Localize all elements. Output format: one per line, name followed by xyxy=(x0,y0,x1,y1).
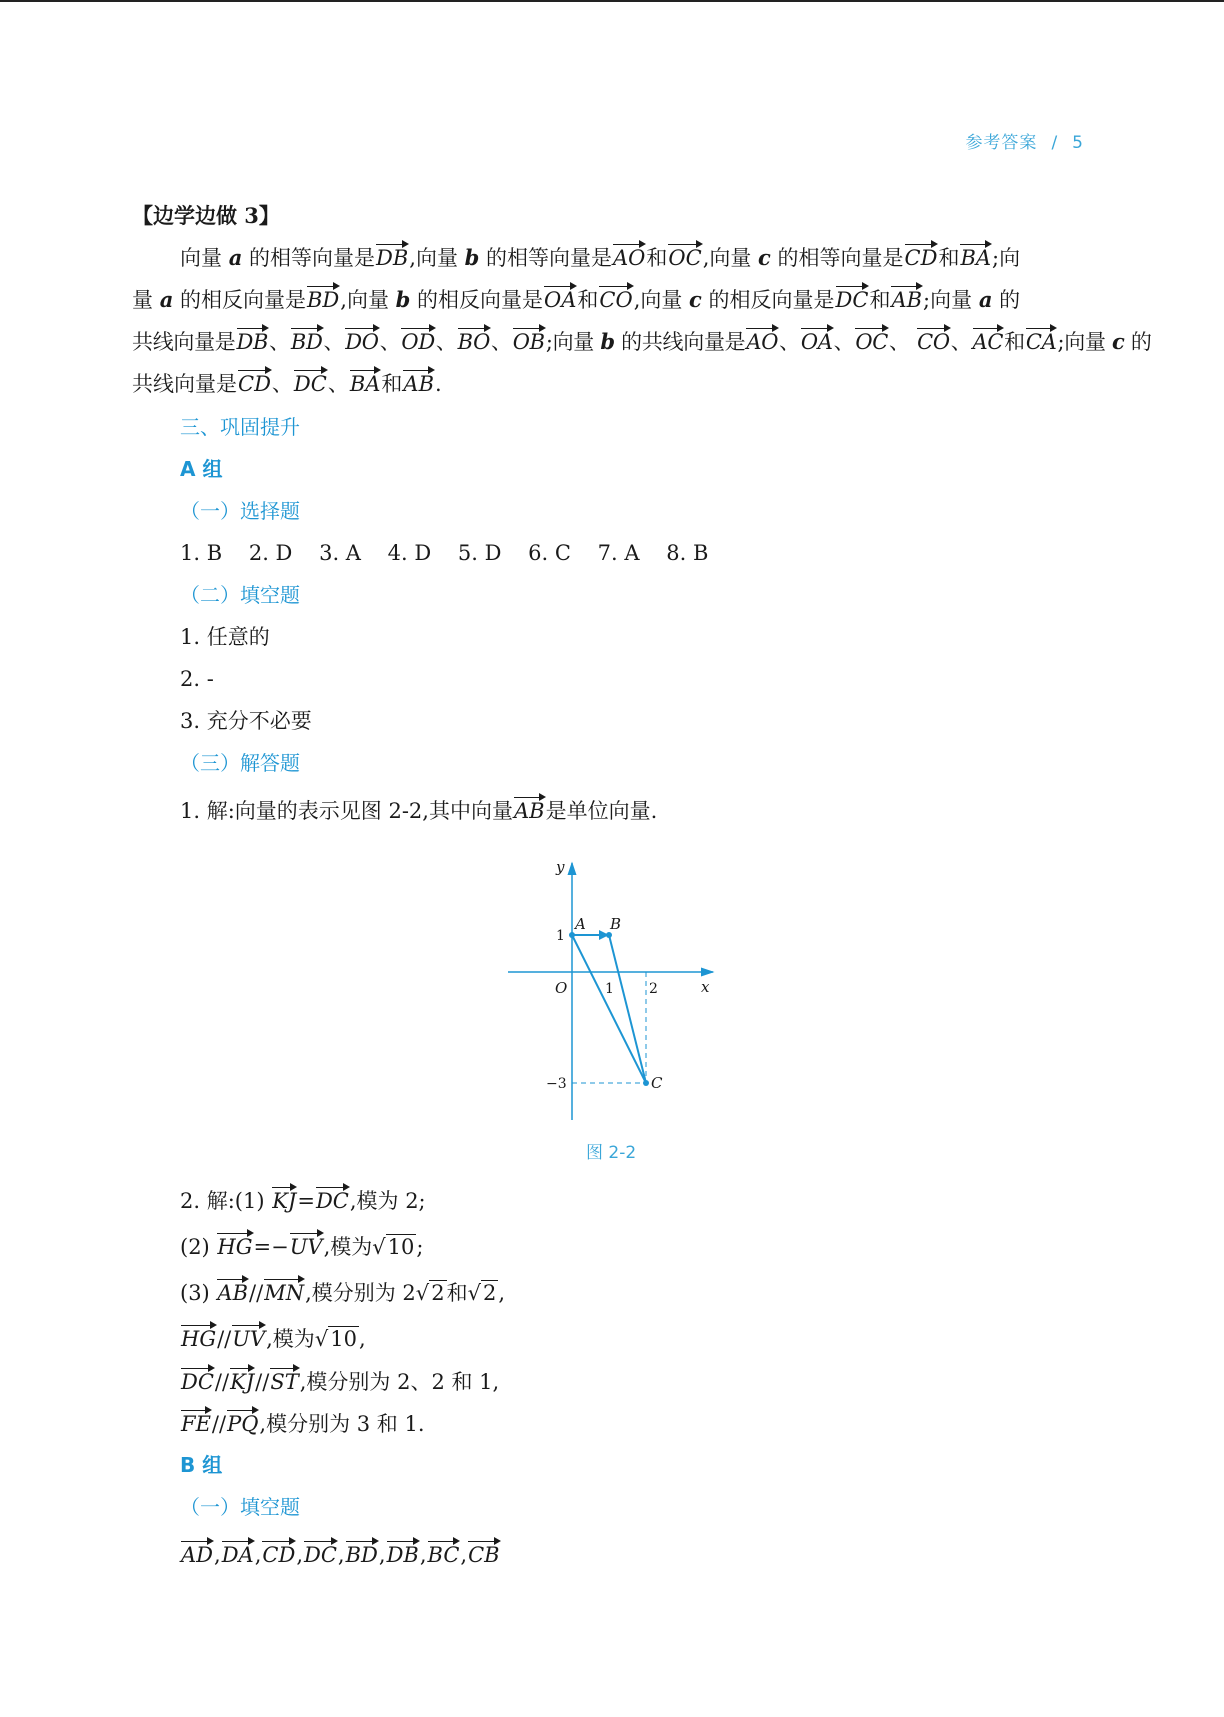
figure-caption: 图 2-2 xyxy=(586,1143,637,1163)
tick-x-2: 2 xyxy=(649,981,658,997)
segment-BC xyxy=(609,935,646,1083)
subsection-solve: （三）解答题 xyxy=(180,751,300,775)
vector: AB xyxy=(890,285,923,315)
vector: DB xyxy=(375,243,409,273)
header-section: 参考答案 xyxy=(965,133,1038,153)
group-b-title: B 组 xyxy=(180,1453,223,1477)
point-C xyxy=(643,1080,649,1086)
tick-y-neg3: −3 xyxy=(546,1076,567,1092)
subsection-choice: （一）选择题 xyxy=(180,499,300,523)
label-x: x xyxy=(701,978,710,996)
running-header xyxy=(965,128,1084,153)
group-a-title: A 组 xyxy=(180,457,223,481)
para1-line4: 共线向量是CD、DC、BA和AB. xyxy=(132,369,442,399)
solve2-line6: FE//PQ,模分别为 3 和 1. xyxy=(180,1409,425,1439)
vector: OC xyxy=(667,243,702,273)
vector: OA xyxy=(543,285,577,315)
figure-2-2 xyxy=(498,855,728,1129)
label-C: C xyxy=(651,1074,663,1092)
fill-answer-3: 3. 充分不必要 xyxy=(180,709,312,733)
section-title-bxbz: 【边学边做 3】 xyxy=(132,203,280,228)
label-y: y xyxy=(556,858,565,876)
choice-answers: 1. B 2. D 3. A 4. D 5. D 6. C 7. A 8. B xyxy=(180,541,709,565)
tick-y-1: 1 xyxy=(556,928,565,944)
solve2-line4: HG//UV,模为√10, xyxy=(180,1324,366,1354)
para1-line1: 向量 a 的相等向量是DB,向量 b 的相等向量是AO和OC,向量 c 的相等向量是CD和BA;向 xyxy=(180,243,1020,273)
vector: BA xyxy=(959,243,992,273)
solve2-line3: (3) AB//MN,模分别为 2√2和√2, xyxy=(180,1278,505,1308)
solve2-line1: 2. 解:(1) KJ=DC,模为 2; xyxy=(180,1186,426,1216)
vector: CD xyxy=(904,243,939,273)
vector: CO xyxy=(598,285,633,315)
segment-AC xyxy=(572,935,646,1083)
header-separator: / xyxy=(1051,133,1059,153)
vector-diagram xyxy=(498,855,728,1125)
vector: DC xyxy=(835,285,870,315)
label-B: B xyxy=(610,915,622,933)
subsection-fill-b: （一）填空题 xyxy=(180,1495,300,1519)
vector: AO xyxy=(612,243,646,273)
para1-line3: 共线向量是DB、BD、DO、OD、BO、OB;向量 b 的共线向量是AO、OA、OC、 CO、AC和CA;向量 c 的 xyxy=(132,327,1152,357)
vector: BD xyxy=(306,285,340,315)
subsection-fill: （二）填空题 xyxy=(180,583,300,607)
para1-line2: 量 a 的相反向量是BD,向量 b 的相反向量是OA和CO,向量 c 的相反向量是DC和AB;向量 a 的 xyxy=(132,285,1020,315)
top-rule xyxy=(0,0,1224,2)
fill-b-answers: AD,DA,CD,DC,BD,DB,BC,CB xyxy=(180,1540,501,1570)
page-number: 5 xyxy=(1072,133,1084,153)
label-origin: O xyxy=(555,979,568,997)
solve1: 1. 解:向量的表示见图 2-2,其中向量AB是单位向量. xyxy=(180,796,657,826)
solve2-line2: (2) HG=−UV,模为√10; xyxy=(180,1232,423,1262)
fill-answer-1: 1. 任意的 xyxy=(180,625,270,649)
tick-x-1: 1 xyxy=(605,981,614,997)
label-A: A xyxy=(575,915,586,933)
fill-answer-2: 2. - xyxy=(180,667,214,691)
solve2-line5: DC//KJ//ST,模分别为 2、2 和 1, xyxy=(180,1367,499,1397)
vector: AB xyxy=(513,796,546,826)
section-title-consolidate: 三、巩固提升 xyxy=(180,415,300,439)
